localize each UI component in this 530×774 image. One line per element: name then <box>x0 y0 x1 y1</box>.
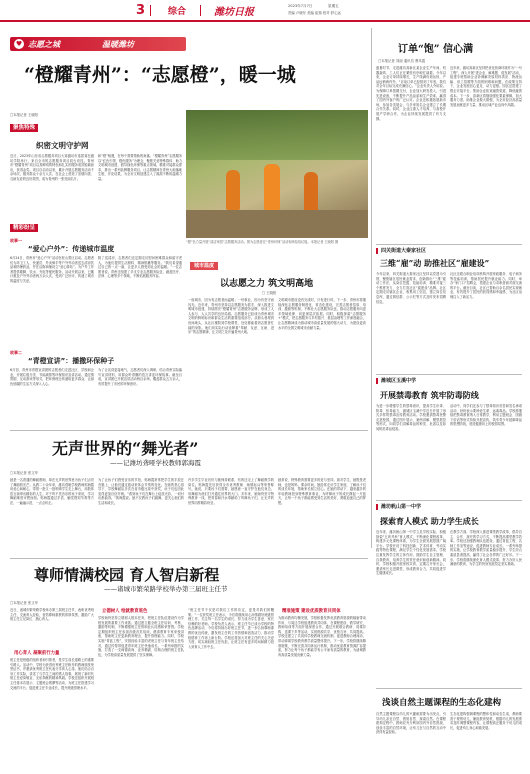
order-byline: □本报记者 刘丽 通讯员 曹凤霞 <box>378 59 426 63</box>
section-rule <box>376 688 522 689</box>
story2-title: “青橙宣讲”：播撒环保种子 <box>28 357 115 365</box>
school-byline: □本报记者 张文华 <box>10 601 39 605</box>
body-text: 在教学方面，学校深入推进课堂教学改革，倡导自主、合作、探究的学习方式，不断提高课堂教学效率。学校还加强教师队伍建设，通过青蓝工程、名师工作室等途径，促进教师专业成长。一系列举措的实施，让学校教育教学质量稳步提升，学生综合素质显著提高，赢得了社会各界的广泛好评。下一步，学校将继续深化育人模式改革，努力办好人民满意的教育，为学生的终身发展奠定坚实基础。 <box>450 530 522 567</box>
bottom-title: 浅谈自然主题课程的生态化建构 <box>382 698 502 708</box>
school-title: 尊师情满校园 育人智启新程 <box>34 566 220 584</box>
section-rule <box>376 374 522 375</box>
body-text: 为推动教育均衡发展，学校积极发挥优质教育资源的辐射带动作用，与周边学校组建教育共同体，在课程建设、教学研究、教师培训等方面开展深度合作。通过开展联合教研、同课异构、送课下乡等活动，实现资源共享、优势互补、共同提高。学校还建立了共同体学校教师交流机制，促进教师合理流动，带动薄弱学校教育教学质量整体提升。下一步，学校将继续精准施策，不断完善共同体运行机制，推动优质教育资源扩容提质，努力让每个孩子都能享有公平而有质量的教育，为诸城教育高质量发展贡献力量。 <box>278 616 366 657</box>
body-text: 近年来，潍坊帆山第一中学立足学校实际，积极探索“五育并举”育人模式，不断深化课程改革，构建多元化课程体系，为学生全面发展搭建广阔平台。学校开设了科技创新、艺术体育、劳动实践等特色课程，满足学生个性化发展需求。学校注重发挥学生的主体作用，鼓励学生自主管理、自我教育，培养学生的责任意识和创新精神。同时，学校积极开展家校共育，定期召开家长会，邀请家长走进课堂，形成教育合力，共同促进学生健康成长。 <box>376 530 446 576</box>
body-text: 为了让孩子们感受音乐的节拍，郭海霞常常把学生的手放在音箱上，让他们通过振动来体会节奏的变化。在她的悉心指导下，学校舞蹈队多次在省市级比赛中获奖，孩子们也因此变得更加自信开朗。“看到孩子们在舞台上绽放光彩，一切付出都值得。”郭海霞说。她不仅教孩子们跳舞，更关心他们的生活和成长。 <box>98 478 184 505</box>
volunteer-figure <box>304 172 318 212</box>
edu-header: 四关街道大秦家社区 <box>376 248 426 254</box>
photo-caption: “橙”色力量开展“清洁家园”志愿服务活动。图为志愿者在“青州环保”活动现场捡拾垃圾。本报记者 王晓阳 摄 <box>186 240 339 244</box>
body-text: 为进一步增强学生的禁毒意识，提高学生识毒、防毒、拒毒能力，潍城区玉溪中学近日开展了形式多样的禁毒宣传教育活动。学校邀请禁毒民警走进校园，通过图片展示、案例讲解、模型展览等形式，向同学们讲解毒品的种类、危害以及如何防范毒品侵害。 <box>376 404 446 431</box>
dance-title: 无声世界的“舞光者” <box>52 439 199 458</box>
story1-label: 故事一 <box>10 238 22 243</box>
kicker-1: 聚焦特殊 <box>10 124 38 132</box>
body-text: 除了送清凉，志愿者们还定期走访慰问困难群众和留守老人，为他们提供生活照料、精神慰藉等服务。“我们希望通过自己的一点一滴，让更多人感受到社会的温暖。”一位志愿者说。青州还组建了多支专业志愿服务队伍，涵盖医疗、法律、心理等多个领域，不断拓展服务内容。 <box>98 256 182 279</box>
kicker-2: 精彩纷呈 <box>10 224 38 232</box>
order-title: 订单“饱” 信心满 <box>398 44 473 55</box>
body-text: 一座城市，因为有志愿者而温暖；一份事业，因为有坚守而闪光。近年来，青州市坚持以志愿服务为抓手，深入推进文明城市创建，持续擦亮“橙耀青州”志愿服务品牌，形成了人人参与、人人共享的良好局面。志愿服务已经成为青州城市文明的鲜明标识和群众生活的重要组成部分。从街头巷尾到田间地头，从社区楼院到学校课堂，处处都能看到志愿者忙碌的身影。他们用实际行动诠释着“奉献、友爱、互助、进步”的志愿精神，让文明之花开遍青州大地。 <box>188 298 274 335</box>
body-text: 活动中，同学们还参与了禁毒知识竞答和签名承诺活动，纷纷表示要珍爱生命、远离毒品。学校将继续把禁毒教育纳入日常教学，利用主题班会、国旗下讲话等形式持续开展宣传，筑牢青少年抵御毒品的思想防线，营造健康向上的校园氛围。 <box>450 404 522 427</box>
city-byline: □ 王晓阳 <box>262 291 277 295</box>
tree-shape <box>186 110 368 160</box>
dance-subtitle: ——记潍坊聋哑学校教师郭海霞 <box>110 459 201 467</box>
body-text: 她常说，特殊教育需要更多的爱与坚持。面对学生，她既是老师，也是妈妈。课余时间，她经常走访学生家庭，了解孩子们的成长环境，帮助家长树立信心。在她的带动下，越来越多的年轻教师投身特殊教育事业，为听障孩子的成长撑起一片蓝天，让每一个孩子都能感受到生活的美好，勇敢追逐自己的梦想。 <box>278 478 366 505</box>
school3-title: 探索育人模式 助力学生成长 <box>380 516 479 526</box>
section-rule <box>376 500 522 501</box>
divider <box>150 5 151 16</box>
heart-icon: ♥ <box>15 40 23 48</box>
banner <box>10 37 186 51</box>
body-text: 她是一名普通的舞蹈教师，却在无声的世界里为孩子们点亮了舞蹈的光芒。从教二十余年来，潍坊聋哑学校教师郭海霞用爱心和耐心，带领一批又一批听障学生走上舞台，用肢体语言演绎出精彩的人生。对于听不见音乐的孩子来说，学习舞蹈难度可想而知。郭海霞通过手语、触觉感知节奏等方法，一遍遍示范、一点点纠正。 <box>10 478 94 505</box>
lead-title: “橙耀青州”：“志愿橙”，暖一城 <box>24 64 296 86</box>
page-number: 3 <box>136 3 146 18</box>
banner-left: 志愿之城 <box>28 40 60 49</box>
school3-header: 潍坊帆山第一中学 <box>376 504 421 510</box>
body-text: 近年来，潍坊高新区坚持把优化营商环境作为“一号工程”，深入开展“进企业、解难题、促发展”活动，组建专班帮助企业协调解决原材料供应、物流运输、用工招聘等方面的困难和问题。在政策支持下，企业发展信心更足、动力更强。园区还搭建了银企对接平台，帮助企业拓宽融资渠道，降低融资成本。下一步，高新区将继续强化要素保障，加大服务力度，助推企业做大做强，为全市经济高质量发展贡献更多力量，推动区域产业迈向中高端。 <box>450 66 522 107</box>
section-name: 综合 <box>168 7 187 17</box>
section-rule <box>10 430 368 431</box>
banner-right: 温暖潍坊 <box>102 40 134 49</box>
volunteer-figure <box>264 164 280 210</box>
body-text: 近日，诸城市繁荣路学校举办第三届班主任节，表彰优秀班主任，交流育人经验，营造尊师重教的浓厚氛围，激励广大班主任立足岗位、潜心育人。 <box>10 608 94 622</box>
body-text: 今年以来，四关街道大秦家社区坚持以党建为引领，聚焦辖区居民就业需求，创新推出“三维”雇动工作法，从岗位挖掘、技能培训、精准对接三个维度发力，全力打造社区“雇建设”品牌。社区定期走访辖区企业，收集用工信息，建立岗位信息库，通过微信群、公示栏等方式及时发布招聘信息。 <box>376 272 446 304</box>
paper-logo: 潍坊日报 <box>214 7 254 18</box>
section-rule <box>10 558 368 559</box>
issue-date: 2023年7月7日 <box>288 4 313 8</box>
body-text: 生态化建构强调课程的整体性和动态生成，教师要善于观察幼儿，捕捉教育契机，根据幼儿的发展需求及时调整课程内容，让课程真正服务于幼儿的成长，促进幼儿身心和谐发展。 <box>450 712 522 730</box>
edu-title: 三维“雇”动 助推社区“雇建设” <box>380 258 490 268</box>
dance-byline: □本报记者 张文华 <box>10 471 39 475</box>
masthead <box>0 0 530 20</box>
body-text: 许多学生毕业后仍与她保持联系，有的还走上了舞蹈教学的岗位。郭海霞先后获得全市优秀教师、师德标兵等荣誉称号。她说，只要孩子们需要，她愿意一直守护在他们身边，用舞蹈为他们打开通往世界的大门。多年来，她始终坚守特殊教育一线，把青春和汗水奉献给了听障孩子们，让无声的世界同样精彩纷呈。 <box>188 478 274 505</box>
column-divider <box>371 28 372 548</box>
story1-title: “爱心户外”：传递城市温度 <box>28 245 115 253</box>
city-tag: 城市温度 <box>190 262 218 270</box>
ground-shape <box>186 210 368 238</box>
divider <box>200 5 201 16</box>
body-text: 学校始终坚持立德树人根本任务，把班主任队伍建设作为学校发展的重要工作来抓。通过建立健全班主任培训、考核、激励等机制，不断增强班主任的职业认同感和荣誉感。学校定期组织班主任参加各级各类培训，邀请教育专家来校讲座，帮助班主任更新教育理念、提升管理能力。同时，学校实施“青蓝工程”，安排经验丰富的老班主任与青年班主任结对，通过传帮带促进青年班主任快速成长。一系列举措的实施，打造了一支师德高尚、业务精湛、结构合理的班主任队伍，为学校高质量发展提供了坚实保障。 <box>98 616 184 657</box>
school-sub2: 立德树人 绘就教育底色 <box>102 609 148 614</box>
body-text: 班主任是班级的组织者和引领者，是学生成长道路上的重要引路人。活动中，学校为获得优秀班主任称号的教师颁发荣誉证书，并邀请优秀班主任代表分享育人心得。他们结合自身工作实际，讲述了与学生之间的感人故事，展现了新时代班主任爱岗敬业、无私奉献的精神风貌。学校还组织开展班主任基本功展示、主题班会观摩等活动，为班主任搭建学习交流的平台，促进班主任专业成长，提升班级管理水平。 <box>10 658 94 690</box>
school-subtitle: ——诸城市繁荣路学校举办第三届班主任节 <box>104 585 228 593</box>
story2-label: 故事二 <box>10 350 22 355</box>
school-sub1: 用心育人 凝聚前行力量 <box>14 651 60 656</box>
section-rule <box>376 244 522 245</box>
issue-weekday: 星期五 <box>328 4 339 8</box>
body-text: 自然主题课程以幼儿的兴趣和需要为出发点，引导幼儿亲近自然、感知自然、探索自然。在课程建构过程中，教师应充分利用园内外自然资源，创设丰富的自然环境，让幼儿在与自然的互动中获得有益经验。 <box>376 712 446 735</box>
lead-photo <box>186 110 368 238</box>
school2-header: 潍城区玉溪中学 <box>376 378 416 384</box>
city-title: 以志愿之力 筑文明高地 <box>220 279 314 289</box>
school2-title: 开展禁毒教育 筑牢防毒防线 <box>380 390 479 400</box>
body-text: 近日，2023年山东省志愿服务项目大赛潍坊市选拔赛在潍坊学院举行，来自全市的志愿服务项目同台竞技。青州市“橙耀青州”项目以其鲜明的特色和扎实的服务成效脱颖而出，获得金奖。项目自启动以来，累计开展志愿服务活动千余场次，服务群众十余万人次，在社会上营造了崇德向善、互助友爱的良好氛围，成为青州的一张亮丽名片。 <box>10 154 94 181</box>
volunteer-figure <box>226 170 240 210</box>
body-text: 社区还联合职业培训机构开展家政服务、电子商务等技能培训，帮助居民提升就业能力。同时，举办“家门口”招聘会，搭建企业与求职者面对面交流的平台。截至目前，社区已帮助百余名居民实现就业，有效提升了居民的获得感和幸福感，为社区治理注入了新活力。 <box>450 272 522 299</box>
body-text: 和“橙”相遇，在每个需要帮助的角落。“橙耀青州”志愿服务以“红色引领、橙色服务”为理念，聚焦关爱特殊群体、助力文明城市创建、倡导绿色环保等重点领域，精准对接群众需求，推出一系列品牌服务项目，让志愿精神在青州大地落地生根、开花结果，为全市文明创建注入了源源不断的温暖力量。 <box>98 154 182 181</box>
masthead-rule <box>0 20 530 22</box>
body-text: 为了让宣讲更接地气，志愿者们深入调研，结合青州实际编写宣讲材料，用群众听得懂的语言讲述环保故事。截至目前，宣讲团已开展宣讲活动两百余场，覆盖群众五万余人，有效提升了市民的环保意识。 <box>98 368 182 386</box>
body-text: 6月24日，青州市“爱心户外”活动在驼山景区启动。志愿者们为环卫工人、快递员、外卖骑手等户外劳动者送去清凉饮品和防暑药品，并在沿街商铺设立“爱心驿站”，为户外工作者提供歇脚、饮水、充电等便民服务。活动开展以来，已累计惠及户外劳动者两万余人次，受到广泛好评，传递了城市的温度与关爱。 <box>10 256 94 283</box>
body-text: “班主任节不仅是对我们工作的肯定，更是对我们的鞭策。”一位获奖班主任表示，今后将继续用心用情做好班级管理工作，关注每一名学生的成长，努力成为学生喜爱、家长信赖的好老师。学校负责人表示，班主任节已成为学校的特色品牌活动，今后将持续办好班主任节，进一步弘扬尊师重教的优良传统，激发班主任的工作热情和创造活力，推动学校德育工作再上新台阶。学校还将加大对班主任的关心关爱力度，切实减轻班主任负担，让班主任有更多时间和精力投入到育人工作中去。 <box>188 608 274 649</box>
subhead-1: 织密文明守护网 <box>36 141 89 150</box>
body-text: 盛夏时节，走进潍坊高新区某企业生产车间，机器轰鸣、工人们正在紧张有序地忙碌着。今年以来，企业订单持续增长，生产线满负荷运转，产品远销海内外。“目前订单已经排到了年底，我们对全年目标完成充满信心。”企业负责人介绍说。为保障订单按期交付，企业加大研发投入，引进先进设备，不断提升产品品质和生产效率，赢得了国内外客户的广泛认可。企业还积极拓展新市场，参加各类展会，与多家知名企业建立了长期合作关系。同时，企业注重人才培养，与高校开展产学研合作，为企业持续发展提供了有力支撑。 <box>376 66 446 121</box>
lead-byline: □本报记者 王晓阳 <box>10 113 39 117</box>
school-sub3: 精准施策 建设优质教育共同体 <box>282 609 341 614</box>
body-text: 文明城市建设没有完成时，只有进行时。下一步，青州市将继续深化志愿服务制度化、常态化建设，完善志愿者招募、培训、激励等机制，不断壮大志愿服务队伍，推动志愿服务向更多领域延伸、向更深层次拓展。同时，积极探索“志愿服务+”模式，把志愿服务与乡村振兴、基层治理等工作深度融合，让志愿精神成为推动城市高质量发展的强大动力，为建设更高水平的全国文明城市贡献力量。 <box>278 298 366 330</box>
body-text: 6月初，青州市青橙宣讲团的志愿者们走进社区、学校和企业，开展垃圾分类、节能减排等环保知识宣讲活动。通过情景剧、互动游戏等形式，把环保理念传递给更多群众，让绿色低碳的生活方式深入人心。 <box>10 368 94 386</box>
editors-line: 责编 卢晓东 美编 崔瑞 校对 舒心远 <box>288 11 341 15</box>
